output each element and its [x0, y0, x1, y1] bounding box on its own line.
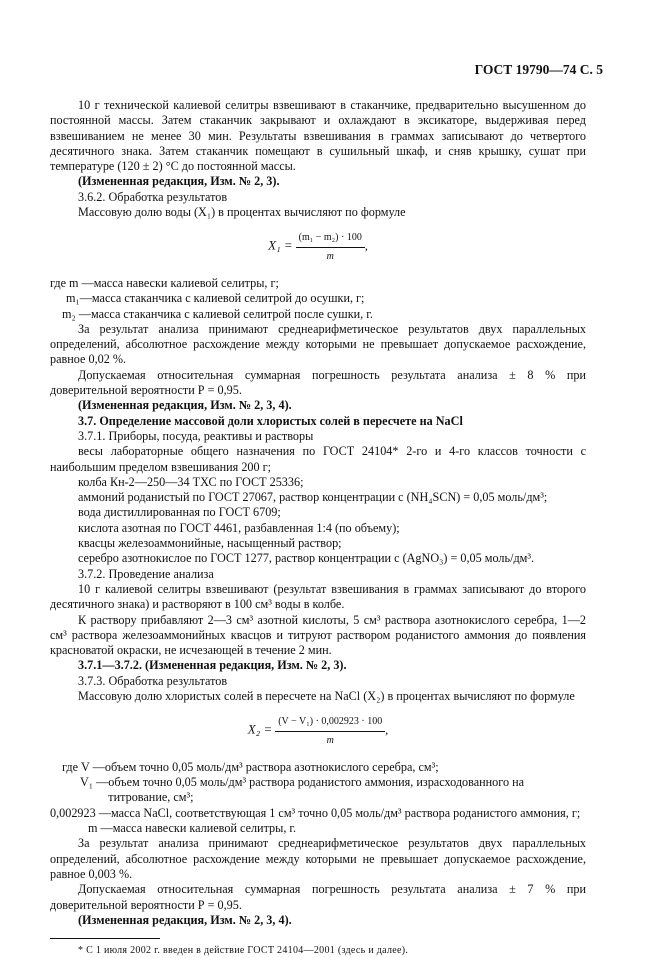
- amendment-note: (Измененная редакция, Изм. № 2, 3).: [78, 174, 280, 189]
- equipment-item: вода дистиллированная по ГОСТ 6709;: [78, 505, 281, 520]
- error-paragraph: Допускаемая относительная суммарная погрешность результата анализа ± 7 % при доверительной вероятности Р = 0,95.: [50, 882, 586, 912]
- legend-1-item: m₂ — масса стаканчика с калиевой селитрой после сушки, г.: [62, 306, 373, 321]
- formula-1-intro: Массовую долю воды (X₁) в процентах вычисляют по формуле: [78, 205, 406, 220]
- formula-2-lhs: X₂ =: [247, 721, 273, 737]
- formula-2-fraction: [275, 714, 385, 748]
- amendment-note: 3.7.1—3.7.2. (Измененная редакция, Изм. № 2, 3).: [78, 658, 347, 673]
- formula-2-intro: Массовую долю хлористых солей в пересчете на NaCl (X₂) в процентах вычисляют по формуле: [78, 688, 575, 703]
- formula-1-denominator: m: [326, 250, 334, 262]
- result-paragraph: За результат анализа принимают среднеарифметическое результатов двух параллельных определений, абсолютное расхождение между которыми не превышает допускаемое расхождение, равное 0,02 %.: [50, 321, 586, 367]
- formula-2-denominator: m: [326, 734, 334, 746]
- paragraph-dissolve: 10 г калиевой селитры взвешивают (результат взвешивания в граммах записывают до второго десятичного знака) и растворяют в 100 см³ воды в колбе.: [50, 581, 586, 612]
- formula-2-numerator: (V − V₁) · 0,002923 · 100: [275, 714, 385, 731]
- legend-1-item: где m — масса навески калиевой селитры, г;: [50, 275, 279, 290]
- formula-1-lhs: X₁ =: [268, 237, 293, 253]
- formula-1-fraction: [296, 230, 365, 264]
- amendment-note: (Измененная редакция, Изм. № 2, 3, 4).: [78, 398, 292, 413]
- section-3-7-2-heading: 3.7.2. Проведение анализа: [78, 566, 214, 581]
- formula-1-numerator: (m₁ − m₂) · 100: [296, 230, 365, 247]
- document-body: [50, 98, 586, 958]
- paragraph-titration: К раствору прибавляют 2—3 см³ азотной кислоты, 5 см³ раствора азотнокислого серебра, 1—2 см³ раствора железоаммонийных квасцов и титруют раствором роданистого аммония до появления красноватой окраски, не исчезающей в течение 2 мин.: [50, 612, 586, 658]
- legend-2-item: m — масса навески калиевой селитры, г.: [88, 821, 297, 836]
- equipment-item: серебро азотнокислое по ГОСТ 1277, раствор концентрации с (AgNO₃) = 0,05 моль/дм³.: [78, 551, 535, 566]
- paragraph-weighing: 10 г технической калиевой селитры взвешивают в стаканчике, предварительно высушенном до постоянной массы. Затем стаканчик закрывают и охлаждают в эксикаторе, выдерживая перед взвешиванием не менее 30 мин. Результаты взвешивания в граммах записывают до четвертого десятичного знака. Затем стаканчик помещают в сушильный шкаф, и сняв крышку, сушат при температуре (120 ± 2) °С до постоянной массы.: [50, 98, 586, 174]
- section-3-7-1-heading: 3.7.1. Приборы, посуда, реактивы и растворы: [78, 428, 314, 443]
- equipment-item: квасцы железоаммонийные, насыщенный раствор;: [78, 536, 342, 551]
- legend-2-item: где V — объем точно 0,05 моль/дм³ раствора азотнокислого серебра, см³;: [62, 759, 439, 774]
- equipment-item: аммоний роданистый по ГОСТ 27067, раствор концентрации с (NH₄SCN) = 0,05 моль/дм³;: [78, 490, 548, 505]
- page-header: ГОСТ 19790—74 С. 5: [474, 62, 603, 77]
- section-3-6-2-heading: 3.6.2. Обработка результатов: [78, 189, 228, 204]
- footnote: * С 1 июля 2002 г. введен в действие ГОСТ 24104—2001 (здесь и далее).: [78, 945, 409, 957]
- footnote-divider: [50, 938, 160, 939]
- amendment-note: (Измененная редакция, Изм. № 2, 3, 4).: [78, 912, 292, 927]
- legend-2-item: 0,002923 — масса NaCl, соответствующая 1 см³ точно 0,05 моль/дм³ раствора роданистого аммония, г;: [50, 805, 581, 820]
- section-3-7-3-heading: 3.7.3. Обработка результатов: [78, 673, 228, 688]
- formula-1-tail: ,: [364, 238, 368, 253]
- legend-1-item: m₁— масса стаканчика с калиевой селитрой до осушки, г;: [66, 291, 365, 306]
- formula-2: [50, 714, 586, 748]
- error-paragraph: Допускаемая относительная суммарная погрешность результата анализа ± 8 % при доверительной вероятности Р = 0,95.: [50, 367, 586, 398]
- formula-2-tail: ,: [385, 722, 389, 737]
- equipment-item: колба Кн-2—250—34 ТХС по ГОСТ 25336;: [78, 474, 304, 489]
- formula-1: [50, 230, 586, 264]
- equipment-item: весы лабораторные общего назначения по ГОСТ 24104* 2-го и 4-го классов точности с наибольшим пределом взвешивания 200 г;: [50, 444, 586, 474]
- section-3-7-heading: 3.7. Определение массовой доли хлористых солей в пересчете на NaCl: [78, 413, 463, 428]
- equipment-item: кислота азотная по ГОСТ 4461, разбавленная 1:4 (по объему);: [78, 520, 400, 535]
- result-paragraph: За результат анализа принимают среднеарифметическое результатов двух параллельных определений, абсолютное расхождение между которыми не превышает допускаемое расхождение, равное 0,003 %.: [50, 836, 586, 881]
- legend-2-item: V₁ — объем точно 0,05 моль/дм³ раствора роданистого аммония, израсходованного на титрование, см³;: [80, 775, 525, 805]
